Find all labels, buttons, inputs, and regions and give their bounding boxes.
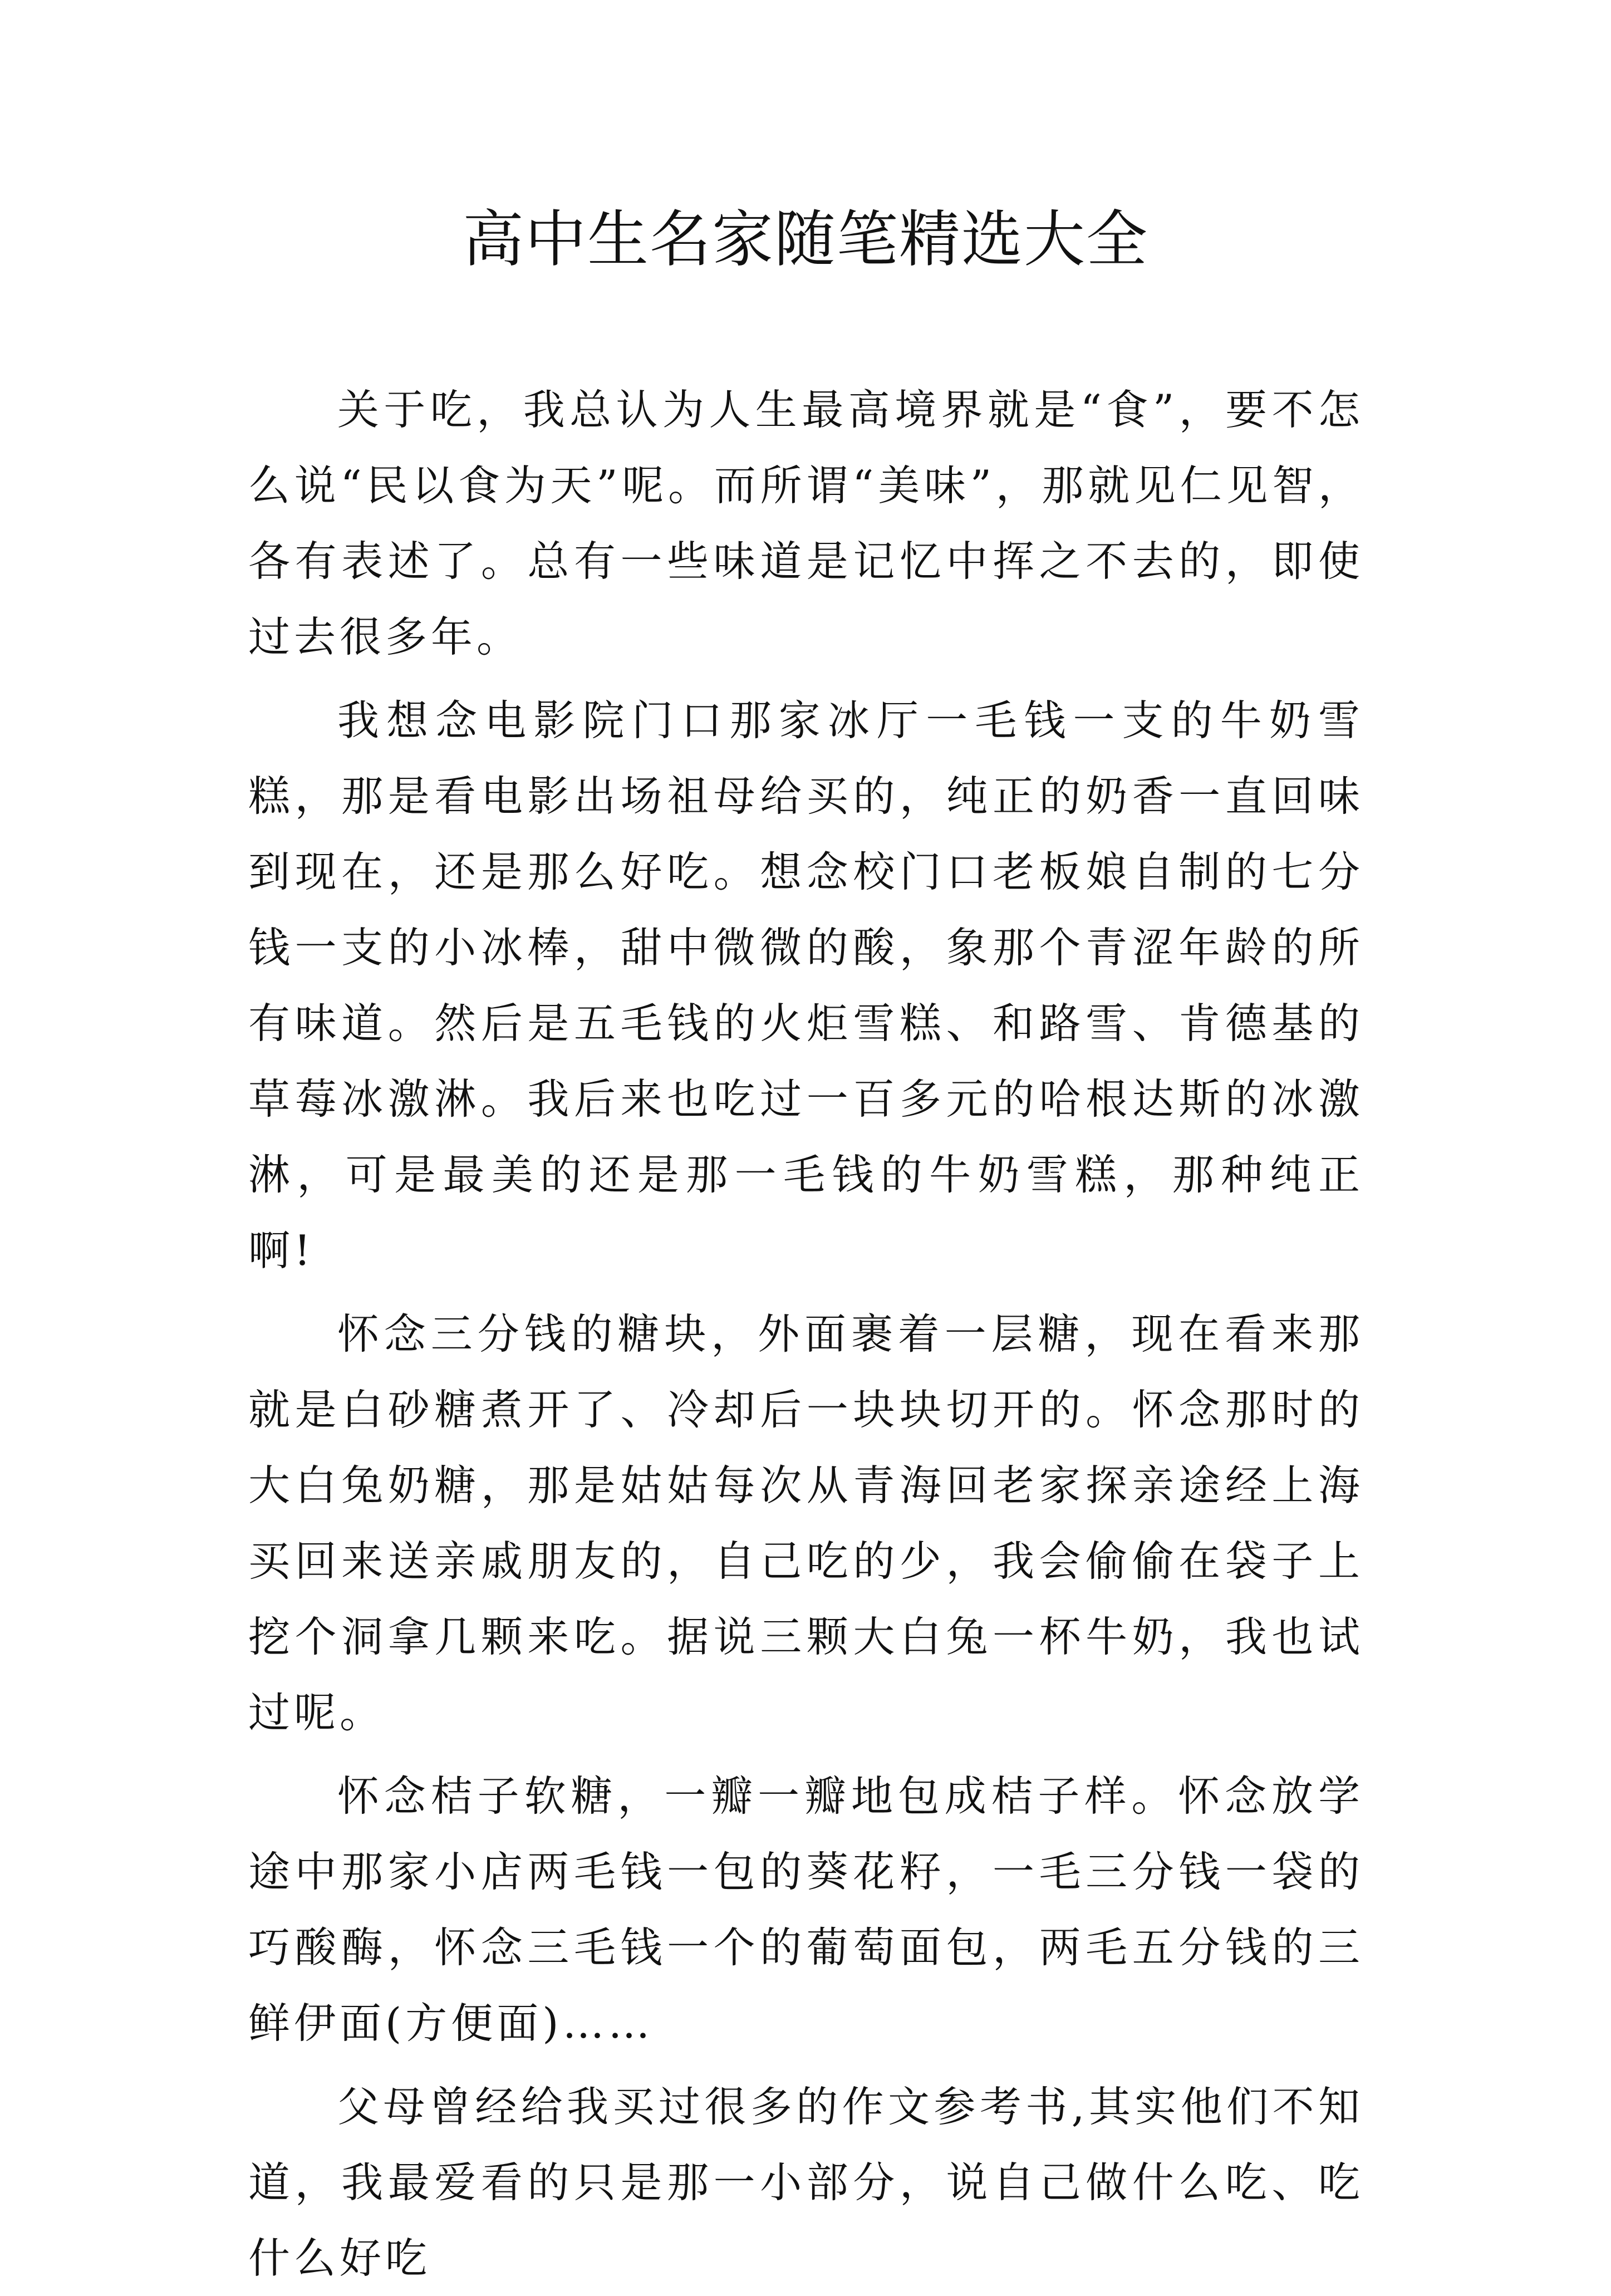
paragraph-2: 我想念电影院门口那家冰厅一毛钱一支的牛奶雪糕，那是看电影出场祖母给买的，纯正的奶香一直回味到现在，还是那么好吃。想念校门口老板娘自制的七分钱一支的小冰棒，甜中微微的酸，象那个青涩年龄的所有味道。然后是五毛钱的火炬雪糕、和路雪、肯德基的草莓冰激淋。我后来也吃过一百多元的哈根达斯的冰激淋，可是最美的还是那一毛钱的牛奶雪糕，那种纯正啊! [248, 696, 1364, 1275]
paragraph-4: 怀念桔子软糖，一瓣一瓣地包成桔子样。怀念放学途中那家小店两毛钱一包的葵花籽，一毛三分钱一袋的巧酸酶，怀念三毛钱一个的葡萄面包，两毛五分钱的三鲜伊面(方便面)…… [248, 1772, 1364, 2048]
paragraph-5: 父母曾经给我买过很多的作文参考书,其实他们不知道，我最爱看的只是那一小部分，说自己做什么吃、吃什么好吃 [248, 2082, 1364, 2283]
document-body [248, 372, 1364, 2296]
paragraph-1: 关于吃，我总认为人生最高境界就是“食”，要不怎么说“民以食为天”呢。而所谓“美味”，那就见仁见智，各有表述了。总有一些味道是记忆中挥之不去的，即使过去很多年。 [248, 385, 1364, 661]
paragraph-3: 怀念三分钱的糖块，外面裹着一层糖，现在看来那就是白砂糖煮开了、冷却后一块块切开的。怀念那时的大白兔奶糖，那是姑姑每次从青海回老家探亲途经上海买回来送亲戚朋友的，自己吃的少，我会偷偷在袋子上挖个洞拿几颗来吃。据说三颗大白兔一杯牛奶，我也试过呢。 [248, 1309, 1364, 1737]
document-title: 高中生名家随笔精选大全 [463, 204, 1148, 275]
